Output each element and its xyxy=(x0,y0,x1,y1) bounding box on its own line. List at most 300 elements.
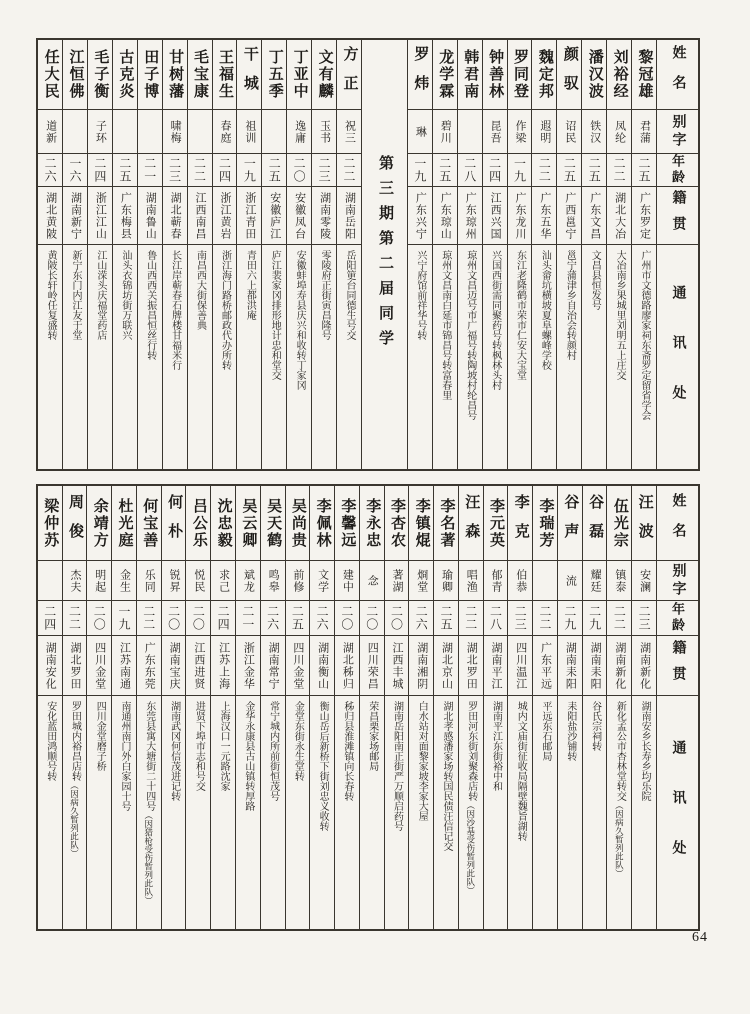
person-native xyxy=(483,187,507,245)
person-name xyxy=(508,486,532,561)
person-zi-text: 安澜 xyxy=(638,568,651,593)
person-zi-text: 唱渔 xyxy=(465,568,478,593)
person-native xyxy=(63,187,87,245)
person-address xyxy=(186,696,210,929)
person-column xyxy=(309,486,334,929)
person-column xyxy=(407,40,432,469)
person-age xyxy=(558,601,582,636)
person-column xyxy=(62,40,87,469)
person-address-text: 金堂东街永生堂转 xyxy=(292,701,304,781)
person-name xyxy=(583,486,607,561)
person-native-text: 湖南湘阴 xyxy=(415,641,428,690)
person-native xyxy=(583,636,607,696)
person-zi-text: 瑜卿 xyxy=(440,568,453,593)
person-age-text: 二四 xyxy=(216,605,231,631)
person-address-text: 安化蓝田鸿顺号转 xyxy=(44,701,56,781)
person-native-text: 湖北罗田 xyxy=(465,641,478,690)
person-native xyxy=(162,636,186,696)
person-age xyxy=(211,601,235,636)
person-address-text: 兴宁府馆前祥华号转 xyxy=(414,250,426,340)
person-native xyxy=(287,187,311,245)
person-name xyxy=(186,486,210,561)
person-native xyxy=(188,187,212,245)
person-native xyxy=(607,187,631,245)
person-native-text: 江苏上海 xyxy=(217,641,230,690)
person-age xyxy=(557,154,581,187)
person-age-text: 二〇 xyxy=(292,157,307,183)
person-column xyxy=(532,486,557,929)
person-column xyxy=(212,40,237,469)
person-zi xyxy=(63,110,87,154)
person-zi xyxy=(188,110,212,154)
person-zi-text: 建中 xyxy=(341,568,354,593)
person-address xyxy=(113,245,137,469)
person-address-text: 南通州南门外白家园十号 xyxy=(119,701,131,811)
person-address xyxy=(409,696,433,929)
person-address xyxy=(287,245,311,469)
person-zi xyxy=(138,110,162,154)
person-column xyxy=(606,40,631,469)
person-column xyxy=(581,40,606,469)
person-address xyxy=(582,245,606,469)
person-address xyxy=(88,245,112,469)
person-zi-text: 祖训 xyxy=(243,119,256,144)
person-age-text: 二六 xyxy=(414,605,429,631)
person-address xyxy=(286,696,310,929)
person-name-text: 李镇焜 xyxy=(413,497,430,549)
person-address-text: 上海汉口一元路沈家 xyxy=(218,701,230,791)
person-name-text: 汪森 xyxy=(463,494,480,552)
person-name-text: 梁仲苏 xyxy=(42,497,59,549)
person-address xyxy=(607,696,631,929)
person-name xyxy=(261,486,285,561)
person-name xyxy=(286,486,310,561)
person-name-text: 罗炜 xyxy=(412,45,429,104)
person-address-text: 秭归县淮滩镇向长春转 xyxy=(341,701,353,801)
person-address-text: 琼州文昌迈号市广福号转陶坡村纶昌号 xyxy=(464,250,476,420)
person-zi xyxy=(632,110,656,154)
person-name xyxy=(262,40,286,110)
person-address xyxy=(237,245,261,469)
person-native xyxy=(88,187,112,245)
person-native-text: 安徽庐江 xyxy=(268,191,281,240)
person-native xyxy=(337,187,361,245)
person-age xyxy=(484,601,508,636)
person-zi-text: 锐昇 xyxy=(168,568,181,593)
person-address-text: 衡山岳后新桥下街刘忠义收转 xyxy=(317,701,329,831)
person-age xyxy=(261,601,285,636)
person-name xyxy=(532,40,556,110)
person-native-text: 浙江金华 xyxy=(242,641,255,690)
person-zi xyxy=(262,110,286,154)
person-native xyxy=(533,636,557,696)
person-native-text: 湖南新宁 xyxy=(69,191,82,240)
person-address xyxy=(137,696,161,929)
person-name-text: 毛子衡 xyxy=(92,49,109,100)
person-address-text: 汕头衣锦坊街万联兴 xyxy=(119,250,131,340)
person-zi-text: 著湖 xyxy=(390,568,403,593)
person-age-text: 二〇 xyxy=(191,605,206,631)
person-address-text: 鲁山西西关振昌恒丝行转 xyxy=(144,250,156,360)
person-address xyxy=(433,245,457,469)
person-address-text: 广州市文德路廖家祠东斋罗定留省学会 xyxy=(639,250,651,420)
person-name-text: 谷磊 xyxy=(587,494,604,552)
person-name-text: 韩君南 xyxy=(462,49,479,100)
person-zi xyxy=(508,561,532,601)
person-address-text: 大冶南乡果城里刘明五上庄交 xyxy=(614,250,626,380)
person-name-text: 黎冠雄 xyxy=(636,49,653,100)
header-address xyxy=(657,696,698,929)
person-age-text: 一九 xyxy=(412,157,427,183)
section-divider xyxy=(361,40,407,469)
person-age-text: 二一 xyxy=(142,157,157,183)
person-column xyxy=(136,486,161,929)
person-name xyxy=(607,40,631,110)
person-age xyxy=(632,601,656,636)
person-age xyxy=(138,154,162,187)
person-age-text: 一九 xyxy=(512,157,527,183)
person-address-text: 浙江海门路桥邮政代办所转 xyxy=(219,250,231,370)
person-age xyxy=(162,601,186,636)
person-name-text: 李杏农 xyxy=(388,497,405,549)
person-name-text: 钟善林 xyxy=(487,49,504,100)
person-name xyxy=(434,486,458,561)
person-column xyxy=(285,486,310,929)
person-name-text: 方正 xyxy=(341,45,358,104)
person-address-text: 新化孟公市杏林堂转交（因病久暂列此队） xyxy=(614,701,626,878)
person-name-text: 沈忠毅 xyxy=(215,497,232,549)
person-name-text: 李元英 xyxy=(488,497,505,549)
person-name xyxy=(113,40,137,110)
person-name xyxy=(433,40,457,110)
person-age xyxy=(87,601,111,636)
person-column xyxy=(482,40,507,469)
person-zi xyxy=(186,561,210,601)
person-native xyxy=(632,636,656,696)
person-native xyxy=(286,636,310,696)
person-native-text: 广东兴宁 xyxy=(414,191,427,240)
person-address-text: 湖北孝感潘家场转国民债汪信记交 xyxy=(440,701,452,851)
person-zi-text: 祝三 xyxy=(343,119,356,144)
person-address-text: 黄陂长轩岭任复盛转 xyxy=(45,250,57,340)
person-age xyxy=(237,154,261,187)
person-zi xyxy=(459,561,483,601)
person-native-text: 四川金堂 xyxy=(291,641,304,690)
person-zi xyxy=(137,561,161,601)
person-address-text: 进贤下埠市志和号交 xyxy=(193,701,205,791)
person-zi-text: 文学 xyxy=(316,568,329,593)
person-column xyxy=(38,40,62,469)
person-age xyxy=(533,601,557,636)
person-column xyxy=(87,40,112,469)
person-column xyxy=(433,486,458,929)
person-column xyxy=(336,40,361,469)
person-name xyxy=(312,40,336,110)
person-name xyxy=(337,40,361,110)
person-native xyxy=(186,636,210,696)
person-address-text: 南昌西大街保善典 xyxy=(194,250,206,330)
person-age xyxy=(582,154,606,187)
person-column xyxy=(162,40,187,469)
person-address-text: 岳阳筻台同德生号交 xyxy=(343,250,355,340)
person-address-text: 湖南武冈何信茂进记转 xyxy=(168,701,180,801)
person-name xyxy=(38,486,62,561)
person-age-text: 二一 xyxy=(240,605,255,631)
person-name-text: 李名著 xyxy=(438,497,455,549)
person-address xyxy=(337,245,361,469)
person-age xyxy=(112,601,136,636)
person-native-text: 湖南宝庆 xyxy=(168,641,181,690)
person-zi xyxy=(408,110,432,154)
person-age-text: 二二 xyxy=(141,605,156,631)
person-name-text: 吴天鹤 xyxy=(265,497,282,549)
person-name xyxy=(310,486,334,561)
person-name xyxy=(484,486,508,561)
person-age xyxy=(458,154,482,187)
person-native xyxy=(87,636,111,696)
person-address xyxy=(63,696,87,929)
person-name xyxy=(558,486,582,561)
person-name-text: 颜驭 xyxy=(561,45,578,104)
person-age xyxy=(607,154,631,187)
person-zi xyxy=(112,561,136,601)
person-name xyxy=(211,486,235,561)
person-native xyxy=(138,187,162,245)
person-name-text: 江恒佛 xyxy=(67,49,84,100)
person-native-text: 湖南零陵 xyxy=(318,191,331,240)
person-address xyxy=(434,696,458,929)
person-zi xyxy=(558,561,582,601)
person-address xyxy=(360,696,384,929)
person-native xyxy=(262,187,286,245)
person-native xyxy=(113,187,137,245)
person-age-text: 一九 xyxy=(242,157,257,183)
person-zi-text: 悦民 xyxy=(192,568,205,593)
person-name xyxy=(88,40,112,110)
page-number: 64 xyxy=(692,930,708,945)
person-age xyxy=(38,601,62,636)
person-address xyxy=(262,245,286,469)
person-address xyxy=(213,245,237,469)
person-age xyxy=(408,154,432,187)
person-native-text: 湖南鲁山 xyxy=(144,191,157,240)
person-zi-text: 郁青 xyxy=(490,568,503,593)
person-address xyxy=(188,245,212,469)
person-native-text: 湖南常宁 xyxy=(267,641,280,690)
person-age xyxy=(88,154,112,187)
person-address xyxy=(261,696,285,929)
person-native xyxy=(335,636,359,696)
person-address-text: 安徽蚌埠寿县庆兴和收转丁家冈 xyxy=(294,250,306,390)
person-age-text: 二二 xyxy=(341,157,356,183)
person-address-text: 城内文庙街征收局隔壁魏旨湖转 xyxy=(515,701,527,841)
person-name xyxy=(508,40,532,110)
person-zi-text: 烱堂 xyxy=(415,568,428,593)
person-address-note: （因病久暂列此队） xyxy=(69,781,80,858)
header-native-label: 籍贯 xyxy=(670,639,686,692)
person-zi-text: 啸梅 xyxy=(169,119,182,144)
person-age-text: 二〇 xyxy=(339,605,354,631)
person-name xyxy=(63,40,87,110)
person-zi-text: 伯恭 xyxy=(514,568,527,593)
person-address-text: 兴国西街需同聚药号转枫林头村 xyxy=(489,250,501,390)
person-column xyxy=(161,486,186,929)
person-name-text: 潘汉波 xyxy=(586,49,603,100)
person-name xyxy=(582,40,606,110)
person-native xyxy=(582,187,606,245)
bottom-table xyxy=(36,484,700,931)
person-zi xyxy=(632,561,656,601)
person-native xyxy=(458,187,482,245)
person-age xyxy=(163,154,187,187)
person-name-text: 吴尚贵 xyxy=(289,497,306,549)
person-age xyxy=(532,154,556,187)
person-age xyxy=(337,154,361,187)
person-age-text: 二五 xyxy=(117,157,132,183)
person-native xyxy=(261,636,285,696)
person-address xyxy=(458,245,482,469)
person-native-text: 湖南新化 xyxy=(638,641,651,690)
person-zi xyxy=(162,561,186,601)
section-title: 第三期第二届同学 xyxy=(376,154,393,355)
person-native xyxy=(532,187,556,245)
header-address xyxy=(657,245,698,469)
person-name-text: 周俊 xyxy=(67,494,83,552)
person-native xyxy=(63,636,87,696)
person-address xyxy=(459,696,483,929)
person-zi-text: 耀廷 xyxy=(589,568,602,593)
person-age xyxy=(38,154,62,187)
person-name-text: 任大民 xyxy=(42,49,59,100)
person-age-text: 二〇 xyxy=(389,605,404,631)
person-native xyxy=(211,636,235,696)
person-name xyxy=(163,40,187,110)
person-native xyxy=(38,187,62,245)
person-age-text: 二四 xyxy=(217,157,232,183)
person-column xyxy=(236,40,261,469)
person-native-text: 广东琼州 xyxy=(464,191,477,240)
person-address xyxy=(38,245,62,469)
person-column xyxy=(38,486,62,929)
person-native xyxy=(434,636,458,696)
person-age xyxy=(583,601,607,636)
person-name-text: 干城 xyxy=(241,45,258,104)
person-address-text: 汕头畲坑横坡夏阜螺峰学校 xyxy=(539,250,551,370)
person-age-text: 二八 xyxy=(488,605,503,631)
person-age xyxy=(63,601,87,636)
person-zi-text: 遐明 xyxy=(538,119,551,144)
person-name-text: 余靖方 xyxy=(91,497,108,549)
person-zi xyxy=(360,561,384,601)
person-column xyxy=(62,486,87,929)
person-zi-text: 君蒲 xyxy=(638,119,651,144)
person-name-text: 魏定邦 xyxy=(536,49,553,100)
person-address xyxy=(163,245,187,469)
person-zi xyxy=(532,110,556,154)
person-native xyxy=(632,187,656,245)
person-zi-text: 杰夫 xyxy=(69,568,81,593)
person-column xyxy=(187,40,212,469)
person-name-text: 丁五季 xyxy=(266,49,283,100)
person-column xyxy=(210,486,235,929)
person-column xyxy=(557,486,582,929)
person-name xyxy=(483,40,507,110)
header-age-label: 年龄 xyxy=(670,154,685,186)
person-column xyxy=(311,40,336,469)
person-native-text: 江西丰城 xyxy=(390,641,403,690)
person-native-text: 四川金堂 xyxy=(93,641,106,690)
person-address-text: 长江岸蕲春石牌楼甘福米行 xyxy=(169,250,181,370)
person-native xyxy=(213,187,237,245)
person-native-text: 江苏南通 xyxy=(118,641,131,690)
person-age-text: 二〇 xyxy=(364,605,379,631)
person-column xyxy=(408,486,433,929)
person-zi xyxy=(261,561,285,601)
person-zi xyxy=(607,110,631,154)
person-zi xyxy=(63,561,87,601)
header-zi xyxy=(657,561,698,601)
person-age-text: 二二 xyxy=(463,605,478,631)
person-column xyxy=(606,486,631,929)
person-zi-text: 金生 xyxy=(118,568,131,593)
person-native-text: 广东五华 xyxy=(538,191,551,240)
person-name xyxy=(360,486,384,561)
person-native-text: 湖北蕲春 xyxy=(169,191,182,240)
person-address-text: 青田六上都洪庵 xyxy=(244,250,256,320)
person-age xyxy=(459,601,483,636)
person-zi-text: 道新 xyxy=(44,119,57,144)
person-address-text: 邕宁蒲津乡自治会转颜村 xyxy=(564,250,576,360)
person-name-text: 李馨远 xyxy=(339,497,356,549)
header-native-label: 籍贯 xyxy=(670,189,686,242)
person-age xyxy=(607,601,631,636)
top-table xyxy=(36,38,700,471)
person-address-text: 零陵府正街寅昌隆号 xyxy=(319,250,331,340)
person-native xyxy=(385,636,409,696)
person-age-text: 二二 xyxy=(192,157,207,183)
person-age-text: 二三 xyxy=(317,157,332,183)
person-native-text: 广东龙川 xyxy=(514,191,527,240)
person-native xyxy=(163,187,187,245)
person-address xyxy=(583,696,607,929)
person-age xyxy=(262,154,286,187)
person-age-text: 二四 xyxy=(487,157,502,183)
person-zi-text: 鸣皋 xyxy=(267,568,280,593)
person-native xyxy=(409,636,433,696)
person-native-text: 四川温江 xyxy=(514,641,527,690)
person-age-text: 二九 xyxy=(562,605,577,631)
person-name-text: 何朴 xyxy=(166,494,183,552)
person-address xyxy=(162,696,186,929)
person-age-text: 二三 xyxy=(637,605,652,631)
person-zi xyxy=(409,561,433,601)
person-age xyxy=(385,601,409,636)
person-column xyxy=(334,486,359,929)
person-address xyxy=(558,696,582,929)
person-zi-text: 求己 xyxy=(217,568,230,593)
person-native xyxy=(236,636,260,696)
person-zi xyxy=(533,561,557,601)
person-address-text: 白水站对面黎家坡李家大屋 xyxy=(416,701,428,821)
person-age-text: 二六 xyxy=(315,605,330,631)
person-address xyxy=(632,245,656,469)
person-address xyxy=(236,696,260,929)
person-address-note: （因沙基受伤暂列此队） xyxy=(465,801,476,895)
person-native-text: 湖南安化 xyxy=(44,641,57,690)
person-native-text: 湖北京山 xyxy=(440,641,453,690)
person-native-text: 湖北大冶 xyxy=(613,191,626,240)
person-native xyxy=(433,187,457,245)
